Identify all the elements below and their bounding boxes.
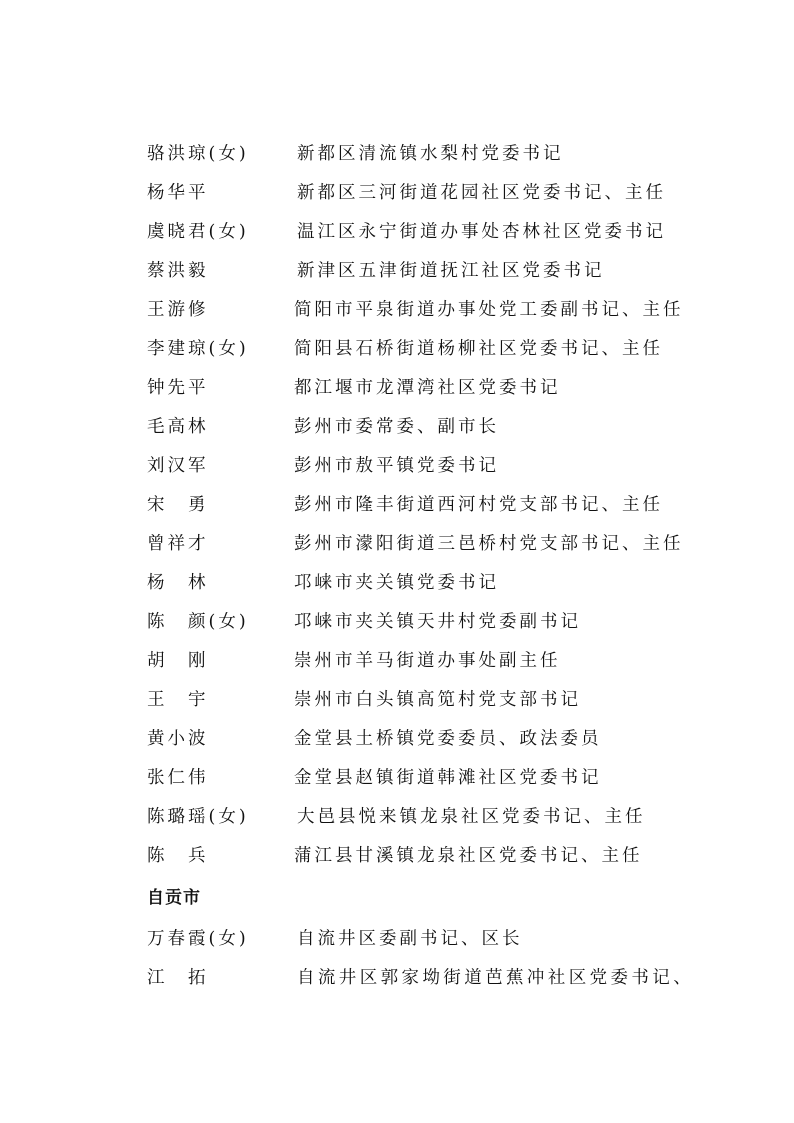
list-item	[147, 171, 747, 210]
person-name: 张仁伟	[147, 768, 209, 788]
list-item	[147, 444, 747, 483]
list-item	[147, 834, 747, 873]
person-title: 简阳市平泉街道办事处党工委副书记、主任	[294, 300, 684, 320]
person-title: 彭州市委常委、副市长	[294, 417, 499, 437]
person-name: 虞晓君(女)	[147, 222, 249, 242]
person-name: 万春霞(女)	[147, 929, 249, 949]
person-name: 刘汉军	[147, 456, 209, 476]
honoree-list	[147, 132, 747, 991]
person-title: 邛崃市夹关镇天井村党委副书记	[294, 612, 581, 632]
list-item	[147, 561, 747, 600]
list-item	[147, 327, 747, 366]
person-title: 新都区三河街道花园社区党委书记、主任	[297, 183, 666, 203]
list-item	[147, 210, 747, 249]
person-name: 曾祥才	[147, 534, 209, 554]
person-title: 金堂县赵镇街道韩滩社区党委书记	[294, 768, 602, 788]
person-title: 新都区清流镇水梨村党委书记	[297, 144, 564, 164]
section-heading	[147, 873, 747, 913]
person-name: 宋 勇	[147, 495, 209, 515]
list-item	[147, 249, 747, 288]
person-title: 邛崃市夹关镇党委书记	[294, 573, 499, 593]
person-name: 陈璐瑶(女)	[147, 807, 249, 827]
person-title: 崇州市白头镇高笕村党支部书记	[294, 690, 581, 710]
person-title: 彭州市敖平镇党委书记	[294, 456, 499, 476]
person-title: 彭州市隆丰街道西河村党支部书记、主任	[294, 495, 663, 515]
person-name: 江 拓	[147, 968, 209, 988]
person-title: 大邑县悦来镇龙泉社区党委书记、主任	[297, 807, 646, 827]
person-name: 杨 林	[147, 573, 209, 593]
person-title: 彭州市濛阳街道三邑桥村党支部书记、主任	[294, 534, 684, 554]
list-item	[147, 600, 747, 639]
person-title: 新津区五津街道抚江社区党委书记	[297, 261, 605, 281]
person-name: 黄小波	[147, 729, 209, 749]
list-item	[147, 522, 747, 561]
list-item	[147, 917, 747, 956]
person-name: 毛高林	[147, 417, 209, 437]
section-heading-text: 自贡市	[147, 888, 201, 908]
list-item	[147, 132, 747, 171]
person-name: 杨华平	[147, 183, 209, 203]
person-name: 陈 颜(女)	[147, 612, 249, 632]
list-item	[147, 483, 747, 522]
person-title: 自流井区郭家坳街道芭蕉冲社区党委书记、	[297, 968, 695, 988]
person-title: 崇州市羊马街道办事处副主任	[294, 651, 561, 671]
list-item	[147, 956, 747, 995]
person-name: 王 宇	[147, 690, 209, 710]
person-title: 都江堰市龙潭湾社区党委书记	[294, 378, 561, 398]
list-item	[147, 678, 747, 717]
list-item	[147, 405, 747, 444]
list-item	[147, 756, 747, 795]
person-name: 骆洪琼(女)	[147, 144, 249, 164]
person-title: 简阳县石桥街道杨柳社区党委书记、主任	[294, 339, 663, 359]
person-name: 李建琼(女)	[147, 339, 249, 359]
list-item	[147, 795, 747, 834]
person-title: 自流井区委副书记、区长	[297, 929, 523, 949]
list-item	[147, 288, 747, 327]
person-name: 陈 兵	[147, 846, 209, 866]
person-name: 钟先平	[147, 378, 209, 398]
person-title: 金堂县土桥镇党委委员、政法委员	[294, 729, 602, 749]
person-title: 温江区永宁街道办事处杏林社区党委书记	[297, 222, 666, 242]
person-title: 蒲江县甘溪镇龙泉社区党委书记、主任	[294, 846, 643, 866]
person-name: 蔡洪毅	[147, 261, 209, 281]
person-name: 王游修	[147, 300, 209, 320]
list-item	[147, 366, 747, 405]
person-name: 胡 刚	[147, 651, 209, 671]
list-item	[147, 717, 747, 756]
list-item	[147, 639, 747, 678]
